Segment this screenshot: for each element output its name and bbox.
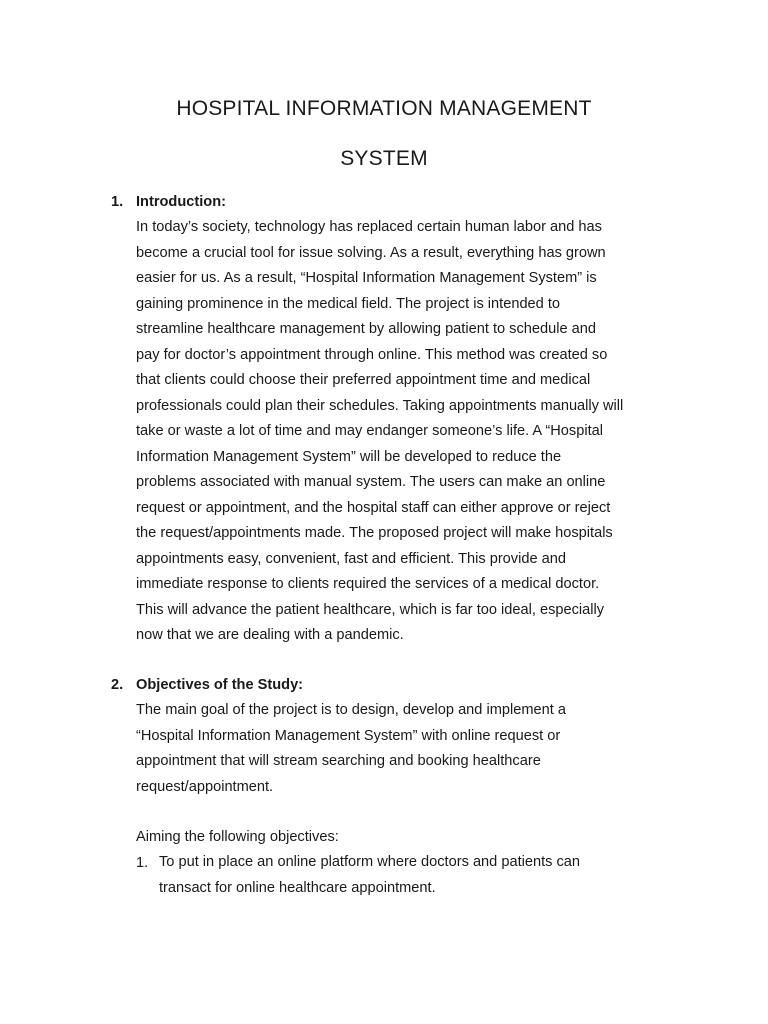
paragraph-line: Aiming the following objectives: (136, 829, 339, 845)
section-heading: Introduction: (136, 194, 226, 210)
objective-line: To put in place an online platform where doctors and patients can (159, 854, 581, 870)
objectives-intro (136, 825, 716, 851)
paragraph-line: This will advance the patient healthcare, which is far too ideal, especially (136, 601, 605, 618)
paragraph-line: In today’s society, technology has replaced certain human labor and has (136, 219, 602, 235)
paragraph-line: gaining prominence in the medical field. The project is intended to (136, 295, 561, 312)
objective-line: transact for online healthcare appointment. (159, 879, 436, 896)
paragraph-line: immediate response to clients required the services of a medical doctor. (136, 576, 600, 592)
paragraph-line: that clients could choose their preferred appointment time and medical (136, 372, 591, 388)
paragraph-line: become a crucial tool for issue solving. As a result, everything has grown (136, 244, 606, 261)
paragraph-line: “Hospital Information Management System” with online request or (136, 727, 561, 744)
paragraph-line: request or appointment, and the hospital staff can either approve or reject (136, 499, 611, 516)
paragraph-line: the request/appointments made. The proposed project will make hospitals (136, 525, 613, 541)
section-heading: Objectives of the Study: (136, 677, 304, 693)
section-paragraph (136, 698, 716, 800)
paragraph-line: The main goal of the project is to design, develop and implement a (136, 702, 566, 718)
paragraph-line: appointment that will stream searching and booking healthcare (136, 753, 541, 769)
objective-number: 1. (136, 855, 149, 871)
paragraph-line: now that we are dealing with a pandemic. (136, 627, 404, 643)
document-title-line-2: SYSTEM (340, 147, 428, 170)
section-paragraph (136, 215, 716, 649)
paragraph-line: request/appointment. (136, 778, 274, 795)
paragraph-line: streamline healthcare management by allowing patient to schedule and (136, 321, 596, 337)
paragraph-line: easier for us. As a result, “Hospital Information Management System” is (136, 270, 597, 286)
paragraph-line: pay for doctor’s appointment through online. This method was created so (136, 346, 608, 363)
document-title-line-1: HOSPITAL INFORMATION MANAGEMENT (176, 97, 592, 120)
paragraph-line: Information Management System” will be developed to reduce the (136, 448, 562, 465)
paragraph-line: professionals could plan their schedules. Taking appointments manually will (136, 397, 624, 414)
objective-item (159, 850, 580, 901)
paragraph-line: take or waste a lot of time and may endanger someone’s life. A “Hospital (136, 423, 603, 439)
section-number: 2. (111, 677, 124, 693)
paragraph-line: problems associated with manual system. The users can make an online (136, 474, 606, 490)
paragraph-line: appointments easy, convenient, fast and efficient. This provide and (136, 550, 566, 567)
section-number: 1. (111, 194, 124, 210)
